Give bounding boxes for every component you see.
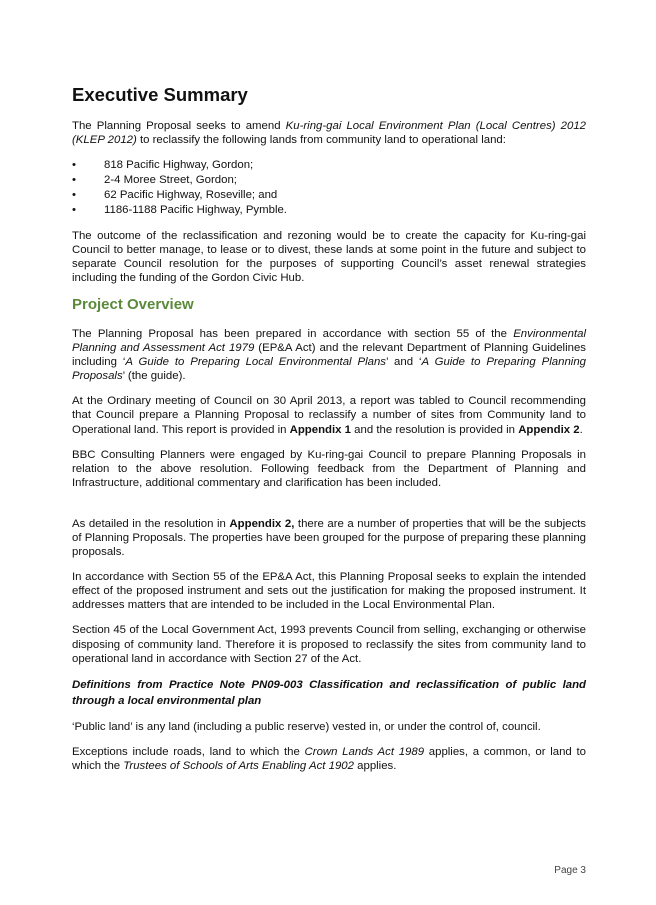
public-land-paragraph: ‘Public land’ is any land (including a public reserve) vested in, or under the control of, council.: [72, 720, 541, 733]
appendix-1-ref: Appendix 1: [289, 423, 352, 436]
page-content: [72, 84, 586, 784]
bullet-icon: •: [72, 204, 76, 217]
section45-paragraph: Section 45 of the Local Government Act, 1993 prevents Council from selling, exchanging or otherwise disposing of community land. Therefore it is proposed to reclassify the sites from community land to operational land in accordance with Section 27 of the Act.: [72, 624, 586, 665]
list-item: • 1186-1188 Pacific Highway, Pymble.: [72, 204, 287, 217]
definitions-heading: Definitions from Practice Note PN09-003 Classification and reclassification of public land through a local environmental plan: [72, 678, 586, 707]
appendix-2-ref: Appendix 2,: [229, 517, 295, 530]
page-title: Executive Summary: [72, 84, 248, 105]
overview-paragraph: The Planning Proposal has been prepared in accordance with section 55 of the Environmental Planning and Assessment Act 1979 (EP&A Act) and the relevant Department of Planning Guidelines including ‘A Guide to Preparing Local Environmental Plans’ and ‘A Guide to Preparing Planning Proposals’ (the guide).: [72, 327, 586, 383]
klep-title: Ku-ring-gai Local Environment Plan (Local Centres) 2012 (KLEP 2012): [72, 120, 586, 147]
section55-paragraph: In accordance with Section 55 of the EP&A Act, this Planning Proposal seeks to explain the intended effect of the proposed instrument and sets out the justification for making the proposed instrument. It addresses matters that are intended to be included in the Local Environmental Plan.: [72, 571, 586, 612]
bbc-paragraph: BBC Consulting Planners were engaged by Ku-ring-gai Council to prepare Planning Proposals in relation to the above resolution. Following feedback from the Department of Planning and Infrastructure, additional commentary and clarification has been included.: [72, 448, 586, 489]
bullet-icon: •: [72, 174, 76, 187]
list-item: • 2-4 Moree Street, Gordon;: [72, 174, 237, 187]
section-heading: Project Overview: [72, 295, 194, 313]
bullet-icon: •: [72, 189, 76, 202]
intro-paragraph: The Planning Proposal seeks to amend Ku-ring-gai Local Environment Plan (Local Centres) 2012 (KLEP 2012) to reclassify the following lands from community land to operational land:: [72, 120, 586, 147]
bullet-icon: •: [72, 159, 76, 172]
detailed-paragraph: As detailed in the resolution in Appendix 2, there are a number of properties that will be the subjects of Planning Proposals. The properties have been grouped for the purpose of preparing these planning proposals.: [72, 517, 586, 559]
page-number: Page 3: [554, 865, 586, 876]
spacer: [72, 501, 586, 517]
exceptions-paragraph: Exceptions include roads, land to which the Crown Lands Act 1989 applies, a common, or land to which the Trustees of Schools of Arts Enabling Act 1902 applies.: [72, 745, 586, 772]
outcome-paragraph: The outcome of the reclassification and rezoning would be to create the capacity for Ku-ring-gai Council to better manage, to lease or to divest, these lands at some point in the future and subject to separate Council resolution for the purposes of supporting Council’s asset renewal strategies including the funding of the Gordon Civic Hub.: [72, 229, 586, 284]
appendix-2-ref: Appendix 2: [518, 423, 580, 436]
list-item: • 818 Pacific Highway, Gordon;: [72, 159, 254, 172]
site-list: [72, 158, 586, 217]
list-item: • 62 Pacific Highway, Roseville; and: [72, 189, 278, 202]
meeting-paragraph: At the Ordinary meeting of Council on 30 April 2013, a report was tabled to Council recommending that Council prepare a Planning Proposal to reclassify a number of sites from Community land to Operational land. This report is provided in Appendix 1 and the resolution is provided in Appendix 2.: [72, 395, 586, 436]
